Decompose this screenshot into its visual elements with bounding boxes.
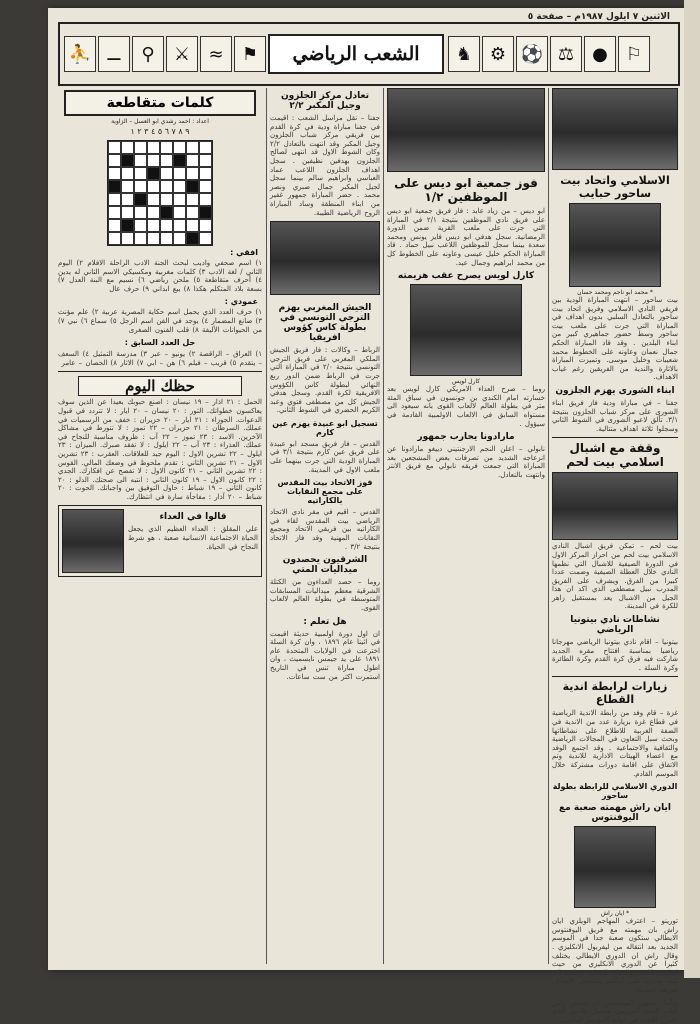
crossword-cell [173, 180, 186, 193]
center-column [387, 88, 545, 964]
crossword-cell [186, 154, 199, 167]
crossword-cell [108, 154, 121, 167]
crossword-cell [121, 232, 134, 245]
crossword-cell [173, 232, 186, 245]
crossword-cell [199, 154, 212, 167]
maradona-text: نابولي – اعلن النجم الارجنتيني دييغو مارادونا عن انزعاجه الشديد من تصرفات بعض المشجعين بعد المباراة التي جمعت فريقه نابولي مع فريق الانتر وانتهت بالتعادل. [387, 445, 545, 479]
rush-headline: ايان راش مهمته صعبة مع اليوفنتوس [558, 803, 672, 824]
rush-caption: * ايان راش [600, 910, 630, 918]
didyouknow-text: ان اول دورة اولمبية حديثة اقيمت في اثينا عام ١٨٩٦ ، وان كرة السلة اخترعت في الولايات المتحدة عام ١٨٩١ على يد جيمس نايسميث ، وان اطول مباراة تنس في التاريخ استمرت اكثر من ست ساعات. [270, 629, 380, 681]
team-photo [387, 88, 545, 172]
shabab-headline: ابناء الشورى يهزم الجلزون [555, 385, 675, 396]
islamic-caption: * محمد ابو ناجم ومحمد حسان [577, 289, 653, 296]
crossword-cell [186, 167, 199, 180]
cycling-icon: ⚙ [482, 36, 514, 72]
crossword-cell [121, 167, 134, 180]
crossword-cell [160, 141, 173, 154]
middle-left-column [270, 88, 380, 964]
crossword-cell [134, 167, 147, 180]
athletics-icon: ⚐ [618, 36, 650, 72]
crossword-block [173, 154, 186, 167]
crossword-cell [121, 180, 134, 193]
masthead [58, 12, 680, 86]
crossword-cell [186, 193, 199, 206]
football-icon: ⚽ [516, 36, 548, 72]
crossword-cell [134, 141, 147, 154]
crossword-cell [108, 219, 121, 232]
crossword-cell [121, 206, 134, 219]
quote-title: قالوا في العداء [159, 512, 227, 523]
weightlifting-icon: ⚖ [550, 36, 582, 72]
crossword-block [186, 180, 199, 193]
player-photo [569, 203, 661, 287]
crossword-author: اعداد : احمد رشدي ابو العسل – الزاوية [111, 118, 209, 125]
crossword-cell [199, 180, 212, 193]
hospital-text: روما – حصد العداءون من الكتلة الشرقية معظم ميداليات المسابقات المتوسطة في بطولة العالم لالعاب القوى. [270, 578, 380, 612]
islamic-text: بيت ساحور – انتهت المباراة الودية بين فريقي النادي الاسلامي وفريق اتحاد بيت ساحور بالتعادل السلبي بدون اهداف في المباراة التي جرت على ملعب بيت ساحور وسط حضور جماهيري كبير من ابناء البلدين . وقد قاد المباراة الحكم جمال نعمان وعاونه على الخطوط محمد شعيبات وخليل موسى. وتميزت المباراة بالاثارة والندية من الفريقين رغم غياب الاهداف. [552, 296, 678, 382]
crossword-cell [199, 219, 212, 232]
didyouknow-title: هل تعلم : [303, 616, 347, 627]
league-headline: نشاطات نادي بيتونيا الرياضي [570, 615, 660, 636]
crossword-cell [173, 206, 186, 219]
crossword-cell [147, 141, 160, 154]
crossword-solution: ١) العراق – الراقصة ٢) يونيو – عبر ٣) مدرسة التمثيل ٤) السعف – يتقدم ٥) قريب – فيلم ٦) هن – ابي ٧) الاثار ٨) الحصان – عامر [58, 350, 262, 367]
right-top-text: غزة – قام وفد من رابطة الاندية الرياضية في قطاع غزة بزيارة عدد من الاندية في الضفة الغربية للاطلاع على نشاطاتها وبحث سبل التعاون في المجالات الرياضية والثقافية والاجتماعية . وقد اجتمع الوفد مع اعضاء الهيئات الادارية للاندية وتم الاتفاق على اقامة دورات مشتركة خلال الموسم القادم. [552, 709, 678, 778]
crossword-cell [121, 141, 134, 154]
equestrian-icon: ♞ [448, 36, 480, 72]
crossword-cell [173, 193, 186, 206]
crossword-cell [160, 193, 173, 206]
jalazon-text: جفنا – نقل مراسل الشعب : اقيمت في جفنا مباراة ودية في كرة القدم بين فريقي مركز شباب الجلزون وجيل المكبر وقد انتهت بالتعادل ٢/٢ وكان الشوط الاول قد انتهى لصالح الجلزون بهدفين نظيفين . سجل اهداف الجلزون اللاعب عماد العباسي وابراهيم سالم بينما سجل لجيل المكبر جمال صبري ونصر محمد . حضر المباراة جمهور غفير من ابناء المنطقة وساد المباراة الروح الرياضية الطيبة. [270, 114, 380, 217]
quote-box [58, 505, 262, 577]
crossword-block [121, 154, 134, 167]
crossword-block [108, 180, 121, 193]
crossword-cell [160, 232, 173, 245]
crossword-cell [108, 232, 121, 245]
crossword-title: كلمات متقاطعة [64, 90, 256, 116]
column-rule [383, 88, 384, 964]
crossword-solution-label: حل العدد السابق : [124, 338, 196, 348]
crossword-cell [108, 206, 121, 219]
maradona-headline: مارادونا يحارب جمهور [417, 432, 515, 443]
tadamon-headline: وقفة مع اشبال اسلامي بيت لحم [552, 437, 678, 469]
center-right-column [552, 88, 678, 1024]
crossword-block [160, 206, 173, 219]
crossword-cell [160, 154, 173, 167]
crossword-cell [147, 154, 160, 167]
crossword-block [147, 167, 160, 180]
crossword-block [186, 232, 199, 245]
quote-text: علي المقلق : العداء العظيم الذي يجعل الحياة الاجتماعية الانسانية صعبة ، هو شرط النجاح في الحياة. [128, 525, 258, 551]
rush-text: تورينو – اعترف المهاجم الويلزي ايان راش بان مهمته مع فريق اليوفنتوس الايطالي ستكون صعبة جدا في الموسم الجديد بعد انتقاله من ليفربول الانكليزي . وقال راش ان الدوري الايطالي يختلف كثيرا عن الدوري الانكليزي من حيث اسلوب اللعب والدفاع المحكم ، لكنه اكد ثقته بقدرته على التأقلم وتسجيل الاهداف لفريقه الجديد. [552, 917, 678, 994]
newspaper-page [48, 8, 684, 1024]
shotput-icon: ⚲ [132, 36, 164, 72]
youth-team-photo [552, 472, 678, 540]
carl-lewis-photo [410, 284, 522, 376]
cup-headline: فوز جمعية ابو ديس على الموظفين ١/٢ [394, 176, 538, 204]
crossword-column-numbers: ٩ ٨ ٧ ٦ ٥ ٤ ٣ ٢ ١ [130, 127, 190, 136]
swimming-icon: ≈ [200, 36, 232, 72]
army-text: الرباط – وكالات : فاز فريق الجيش الملكي المغربي على فريق الترجي التونسي بنتيجة ٢/٠ في المباراة التي جرت في الرباط ضمن الدور ربع النهائي لبطولة كاس الكؤوس الافريقية لكرة القدم. وسجل هدفي الجيش كل من مصطفى فتوي وعبد الكريم الحضري في الشوط الثاني. [270, 346, 380, 415]
footer-line: الدوري الاسلامي للرابطة بطولة ساحور [552, 782, 678, 801]
crossword-cell [173, 167, 186, 180]
date-line: الاثنين ٧ ايلول ١٩٨٧م – صفحة ٥ [527, 12, 670, 22]
tadamon-text: بيت لحم – تمكن فريق اشبال النادي الاسلامي بيت لحم من احراز المركز الاول في الدورة الصيفية للاشبال التي نظمها النادي خلال العطلة الصيفية وضمت عددا كبيرا من الفرق. ويشرف على الفريق المدرب نبيل مصطفى الذي اكد ان هذا الجيل من الاشبال يعد بمستقبل زاهر للكرة في المدينة. [552, 542, 678, 611]
left-column [58, 88, 262, 964]
bethlehem-headline: فوز الاتحاد بيت المقدس على مجمع النقابات بالكاراتيه [277, 478, 373, 506]
basketball-icon: ⛹ [64, 36, 96, 72]
goalkeeper-photo [270, 221, 380, 295]
crossword-cell [108, 141, 121, 154]
cup-text: ابو ديس – من زياد عابد : فاز فريق جمعية ابو ديس على فريق نادي الموظفين بنتيجة ٢/١ في المباراة التي جرت على ملعب القرية ضمن الدورة الرمضانية. سجل هدفي ابو ديس فايز يونس ومحمد سعدة بينما سجل للموظفين اللاعب نبيل حماد . قاد المباراة الحكم خليل عيسى وعاونه على الخطوط كل من محمد ابراهيم وجمال عيد. [387, 207, 545, 267]
crossword-cell [160, 180, 173, 193]
running-icon: ⚑ [234, 36, 266, 72]
crossword-cell [134, 232, 147, 245]
crossword-grid [107, 140, 213, 246]
crossword-vertical-label: عمودي : [224, 297, 258, 307]
crossword-cell [147, 206, 160, 219]
crossword-cell [173, 141, 186, 154]
volleyball-icon: ● [584, 36, 616, 72]
league-text: بيتونيا – اقام نادي بيتونيا الرياضي مهرجانا رياضيا بمناسبة افتتاح مقره الجديد شاركت فيه فرق كرة القدم وكرة الطائرة وكرة السلة . [552, 638, 678, 672]
rush-photo [574, 826, 656, 908]
crossword-cell [147, 232, 160, 245]
crossword-cell [186, 141, 199, 154]
right-top-headline: زيارات لرابطة اندية القطاع [552, 676, 678, 706]
crossword-cell [134, 154, 147, 167]
crossword-cell [108, 193, 121, 206]
shabab-text: جفنا – في مباراة ودية فاز فريق ابناء الشورى على مركز شباب الجلزون بنتيجة ٣/١. تألق لاعبو الشورى في الشوط الثاني وسجلوا ثلاثة اهداف متتالية. [552, 398, 678, 433]
crossword-cell [199, 193, 212, 206]
rush-text-2: ويأمل جمهور اليوفنتوس ان يعوض راش غياب النجم الفرنسي ميشيل بلاتيني الذي اعتزل اللعب في نهاية الموسم الماضي. [552, 998, 678, 1024]
bethlehem-text: القدس – اقيم في مقر نادي الاتحاد الرياضي بيت المقدس لقاء في الكاراتيه بين فريقي الاتحاد ومجمع النقابات المهنية وقد فاز الاتحاد بنتيجة ٣/٢ . [270, 508, 380, 551]
crossword-cell [160, 219, 173, 232]
crossword-clues-horizontal: ١) اسم صحفي واديب لبحث الجنة الادب الراحلة الافلام ٢) اليوم الثاني / لغة الادب ٣) كلمات مغربية ومكسيكي الاسم الثاني له يدين ٤) أحرف متقاطعة ٥) ملحن رياضي ٦) نسيم مع البنة العدل ٧) بسعة بلاد المتكلم هكذا ٨) بيع ابداني ٩) حرف عال [58, 259, 262, 293]
islamic-headline: الاسلامي واتحاد بيت ساحور حبايب [560, 174, 670, 200]
fencing-icon: ⚔ [166, 36, 198, 72]
crossword-cell [134, 180, 147, 193]
column-rule [266, 88, 267, 964]
crossword-cell [147, 193, 160, 206]
crossword-cell [160, 167, 173, 180]
crossword-cell [108, 167, 121, 180]
crossword-horizontal-label: افقي : [230, 248, 258, 257]
crossword-cell [173, 219, 186, 232]
army-headline: الجيش المغربي يهزم الترجي التونسي في بطولة كاس كؤوس افريقيا [278, 303, 372, 344]
team-photo-right [552, 88, 678, 170]
section-title: الشعب الرياضي [268, 34, 444, 74]
hospital-headline: الشرقيون يحصدون ميداليات المتي [282, 555, 368, 576]
masjid-text: القدس – فاز فريق مسجد ابو عبيدة على فريق عين كارم بنتيجة ٣/١ في المباراة الودية التي جرت بينهما على ملعب الاول في المدينة. [270, 439, 380, 474]
crossword-cell [186, 206, 199, 219]
crossword-cell [199, 232, 212, 245]
carl-headline: كارل لويس يصرح عقب هزيمته [397, 271, 535, 282]
crossword-cell [186, 219, 199, 232]
crossword-cell [147, 180, 160, 193]
portrait-sketch [62, 509, 124, 573]
carl-caption: كارل لويس [451, 378, 481, 386]
tennis-icon: ⚊ [98, 36, 130, 72]
crossword-clues-vertical: ١) حرف العدد الذي يحمل اسم حكاية المصرية عربية ٢) علم مؤنث ٣) صانع المضمار ٤) يوجد في الفن اسم الرجل ٥) سماع ٦) نبي ٧) من الحيوانات الأليفة ٨) قلب الفنون الصغرى [58, 308, 263, 334]
crossword-cell [134, 206, 147, 219]
carl-text: روما – صرح العداء الامريكي كارل لويس بعد خسارته امام الكندي بن جونسون في سباق المئة متر في بطولة العالم لالعاب القوى بانه سيعود الى مستواه السابق في الالعاب الاولمبية القادمة في سيؤول . [387, 385, 545, 428]
crossword-block [199, 206, 212, 219]
horoscope-text: الحمل : ٢١ اذار – ١٩ نيسان : اصنع حبوبك بعيدا عن الذين سوف يعاكسون خطواتك. الثور : ٢٠ نيسان – ٢٠ ايار : لا تتردد في قبول الدعوات. الجوزاء : ٢١ ايار – ٢٠ حزيران : خفف من الرسميات في عملك. السرطان : ٢١ حزيران – ٢٢ تموز : لا تتورط في مشاكل الآخرين. الاسد : ٢٣ تموز – ٢٢ آب : ظروف مناسبة للنجاح في عملك. العذراء : ٢٣ آب – ٢٢ ايلول : لا تفقد صبرك. الميزان : ٢٣ ايلول – ٢٢ تشرين الاول : اليوم جيد للعلاقات. العقرب : ٢٣ تشرين الاول – ٢١ تشرين الثاني : تقدم ملحوظ في وضعك المالي. القوس : ٢٢ تشرين الثاني – ٢١ كانون الاول : لا تفصح عن افكارك. الجدي : ٢٢ كانون الاول – ١٩ كانون الثاني : انتبه الى صحتك. الدلو : ٢٠ كانون الثاني – ١٩ شباط : حاول التوفيق بين واجباتك. الحوت : ٢٠ شباط – ٢٠ آذار : مفاجأة سارة في انتظارك. [58, 398, 263, 501]
adjacent-page-edge [684, 0, 700, 978]
crossword-cell [121, 193, 134, 206]
crossword-cell [199, 167, 212, 180]
column-rule [548, 88, 549, 964]
crossword-cell [147, 219, 160, 232]
masjid-headline: تسجيل ابو عبيدة يهزم عين كارم [272, 418, 378, 437]
horoscope-title: حظك اليوم [78, 376, 242, 396]
crossword-cell [134, 219, 147, 232]
jalazon-headline: تعادل مركز الجلزون وجيل المكبر ٢/٢ [280, 91, 370, 111]
crossword-block [134, 193, 147, 206]
crossword-cell [199, 141, 212, 154]
crossword-block [121, 219, 134, 232]
